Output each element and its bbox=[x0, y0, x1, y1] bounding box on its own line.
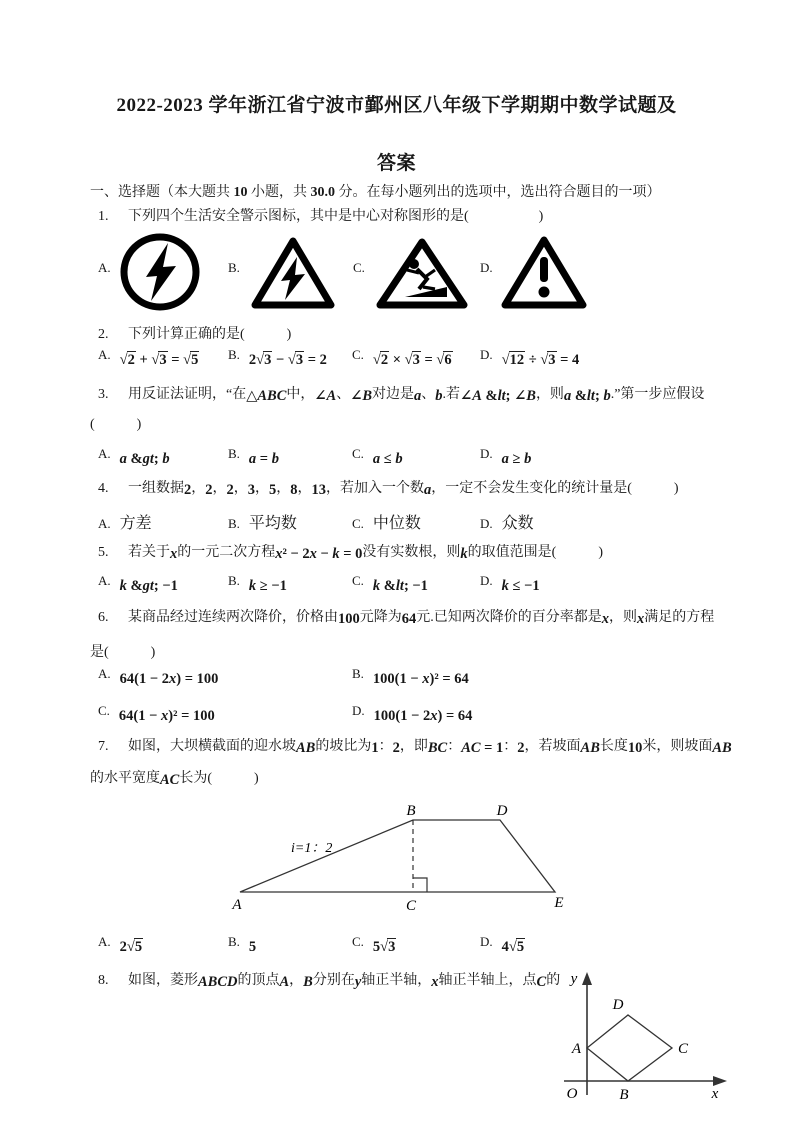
triangle-slip-icon bbox=[375, 237, 469, 316]
q7-option-b bbox=[228, 934, 256, 954]
question-8 bbox=[98, 969, 560, 992]
q6-option-b bbox=[352, 666, 469, 686]
q4-option-b bbox=[228, 510, 297, 533]
question-number: 7. bbox=[98, 739, 109, 754]
option-label: D. bbox=[480, 446, 493, 461]
question-7-cont: 的水平宽度AC长为( ) bbox=[90, 771, 259, 788]
option-value: k &lt; −1 bbox=[372, 578, 428, 594]
option-value: 5 bbox=[248, 939, 257, 955]
q3-options bbox=[0, 446, 793, 472]
option-label: A. bbox=[98, 666, 111, 681]
q6-option-d bbox=[352, 703, 472, 723]
circle-lightning-icon bbox=[118, 232, 202, 317]
option-label: D. bbox=[480, 573, 493, 588]
option-value: 方差 bbox=[119, 515, 152, 532]
q4-option-d bbox=[480, 510, 534, 533]
page-title-line1: 2022-2023 学年浙江省宁波市鄞州区八年级下学期期中数学试题及 bbox=[116, 95, 677, 116]
y-axis-arrow bbox=[582, 972, 592, 985]
dam-outline bbox=[240, 820, 555, 892]
question-number: 4. bbox=[98, 481, 109, 496]
option-label: B. bbox=[228, 573, 240, 588]
q6-option-a bbox=[98, 666, 218, 686]
vertex-label-d: D bbox=[496, 803, 508, 819]
q2-options bbox=[0, 347, 793, 373]
option-label: B. bbox=[228, 446, 240, 461]
question-text: 用反证法证明，“在△ABC中，∠A、∠B对边是a、b.若∠A &lt; ∠B，则a &lt; b.”第一步应假设 bbox=[128, 387, 705, 404]
option-label-b: B. bbox=[228, 260, 240, 275]
question-text: 某商品经过连续两次降价，价格由100元降为64元.已知两次降价的百分率都是x，则x满足的方程 bbox=[128, 610, 715, 627]
option-value: a = b bbox=[248, 451, 279, 467]
option-value: 64(1 − x)² = 100 bbox=[118, 708, 215, 724]
option-label-c: C. bbox=[353, 260, 365, 275]
q7-options bbox=[0, 934, 793, 960]
question-5 bbox=[98, 541, 603, 564]
q6-option-c bbox=[98, 703, 215, 723]
q7-option-a bbox=[98, 934, 143, 954]
option-label-a: A. bbox=[98, 260, 111, 275]
triangle-exclamation-icon bbox=[500, 234, 588, 316]
option-label: A. bbox=[98, 347, 111, 362]
section-heading bbox=[90, 182, 661, 204]
rhombus-axes-figure bbox=[552, 968, 793, 1122]
option-value: k ≥ −1 bbox=[248, 578, 287, 594]
question-number: 1. bbox=[98, 209, 109, 224]
question-number: 3. bbox=[98, 387, 109, 402]
option-value: 中位数 bbox=[372, 515, 421, 532]
option-value: 100(1 − x)² = 64 bbox=[372, 671, 469, 687]
axis-label-x: x bbox=[711, 1086, 719, 1102]
q4-option-c bbox=[352, 510, 421, 533]
option-value: k ≤ −1 bbox=[501, 578, 540, 594]
option-value: √2 × √3 = √6 bbox=[372, 352, 452, 368]
q4-option-a bbox=[98, 510, 152, 533]
option-label: D. bbox=[480, 516, 493, 531]
vertex-label-b: B bbox=[619, 1087, 629, 1103]
vertex-label-a: A bbox=[571, 1041, 581, 1057]
option-label: A. bbox=[98, 934, 111, 949]
dam-cross-section-figure bbox=[225, 803, 570, 923]
q2-option-c bbox=[352, 347, 453, 367]
q5-option-c bbox=[352, 573, 428, 593]
triangle-lightning-icon bbox=[250, 235, 336, 316]
option-label: A. bbox=[98, 573, 111, 588]
option-value: 2√3 − √3 = 2 bbox=[248, 352, 327, 368]
option-label: D. bbox=[352, 703, 365, 718]
vertex-label-a: A bbox=[232, 897, 242, 913]
question-text: 下列计算正确的是( ) bbox=[128, 327, 292, 342]
option-value: a ≤ b bbox=[372, 451, 403, 467]
question-text: 下列四个生活安全警示图标，其中是中心对称图形的是( ) bbox=[128, 209, 544, 224]
q5-options bbox=[0, 573, 793, 599]
question-number: 8. bbox=[98, 973, 109, 988]
question-number: 6. bbox=[98, 610, 109, 625]
question-3-cont: ( ) bbox=[90, 417, 142, 432]
x-axis-arrow bbox=[713, 1076, 727, 1086]
axis-label-y: y bbox=[570, 971, 578, 987]
q3-option-c bbox=[352, 446, 403, 466]
vertex-label-e: E bbox=[554, 895, 564, 911]
question-6-cont: 是( ) bbox=[90, 645, 156, 660]
page-title-line2: 答案 bbox=[376, 153, 416, 174]
option-label: C. bbox=[352, 516, 364, 531]
question-1 bbox=[98, 206, 543, 228]
option-value: 众数 bbox=[501, 515, 534, 532]
q3-option-a bbox=[98, 446, 170, 466]
option-value: 64(1 − 2x) = 100 bbox=[119, 671, 219, 687]
option-label: C. bbox=[352, 573, 364, 588]
option-label: C. bbox=[352, 446, 364, 461]
section-text: 一、选择题（本大题共 bbox=[90, 185, 234, 200]
rhombus-abcd bbox=[587, 1015, 672, 1081]
question-number: 5. bbox=[98, 545, 109, 560]
option-value: 4√5 bbox=[501, 939, 525, 955]
origin-label: O bbox=[566, 1086, 578, 1102]
option-label: D. bbox=[480, 347, 493, 362]
slope-ratio-label: i=1：2 bbox=[291, 841, 333, 856]
q2-option-a bbox=[98, 347, 199, 367]
q7-option-c bbox=[352, 934, 396, 954]
q5-option-b bbox=[228, 573, 287, 593]
section-text: 分。在每小题列出的选项中，选出符合题目的一项） bbox=[335, 185, 661, 200]
question-6 bbox=[98, 606, 714, 629]
option-label: D. bbox=[480, 934, 493, 949]
q3-option-b bbox=[228, 446, 279, 466]
q5-option-a bbox=[98, 573, 178, 593]
q1-options bbox=[0, 230, 793, 318]
vertex-label-c: C bbox=[405, 898, 417, 914]
option-value: a ≥ b bbox=[501, 451, 532, 467]
question-text: 如图，菱形ABCD的顶点A，B分别在y轴正半轴，x轴正半轴上，点C的 bbox=[128, 973, 561, 990]
option-label: B. bbox=[228, 516, 240, 531]
right-angle-mark bbox=[413, 878, 427, 892]
q6-options-row1 bbox=[0, 666, 793, 692]
q4-options bbox=[0, 510, 793, 536]
question-text: 一组数据2，2，2，3，5，8，13，若加入一个数a，一定不会发生变化的统计量是( ) bbox=[128, 481, 679, 498]
vertex-label-d: D bbox=[612, 997, 624, 1013]
q3-option-d bbox=[480, 446, 531, 466]
question-number: 2. bbox=[98, 327, 109, 342]
question-3 bbox=[98, 383, 704, 406]
q5-option-d bbox=[480, 573, 540, 593]
section-count: 10 bbox=[233, 185, 248, 200]
option-label: C. bbox=[352, 347, 364, 362]
section-points: 30.0 bbox=[310, 185, 335, 200]
q7-option-d bbox=[480, 934, 525, 954]
option-label: B. bbox=[228, 347, 240, 362]
question-2 bbox=[98, 324, 291, 346]
option-label: A. bbox=[98, 516, 111, 531]
option-label: B. bbox=[228, 934, 240, 949]
vertex-label-c: C bbox=[678, 1041, 689, 1057]
option-label: B. bbox=[352, 666, 364, 681]
vertex-label-b: B bbox=[406, 803, 416, 819]
option-value: √12 ÷ √3 = 4 bbox=[501, 352, 580, 368]
option-value: k &gt; −1 bbox=[119, 578, 178, 594]
option-label-d: D. bbox=[480, 260, 493, 275]
q2-option-b bbox=[228, 347, 327, 367]
q2-option-d bbox=[480, 347, 579, 367]
question-4 bbox=[98, 477, 679, 500]
section-text: 小题，共 bbox=[247, 185, 311, 200]
question-text: 如图，大坝横截面的迎水坡AB的坡比为1：2，即BC：AC = 1：2，若坡面AB长度10米，则坡面AB bbox=[128, 739, 732, 756]
option-value: 平均数 bbox=[248, 515, 297, 532]
option-value: √2 + √3 = √5 bbox=[119, 352, 199, 368]
question-text: 若关于x的一元二次方程x² − 2x − k = 0没有实数根，则k的取值范围是( ) bbox=[128, 545, 603, 562]
option-value: 2√5 bbox=[119, 939, 143, 955]
q6-options-row2 bbox=[0, 703, 793, 729]
question-7 bbox=[98, 735, 732, 758]
option-label: A. bbox=[98, 446, 111, 461]
option-value: 5√3 bbox=[372, 939, 396, 955]
option-label: C. bbox=[98, 703, 110, 718]
option-label: C. bbox=[352, 934, 364, 949]
option-value: a &gt; b bbox=[119, 451, 170, 467]
option-value: 100(1 − 2x) = 64 bbox=[373, 708, 473, 724]
